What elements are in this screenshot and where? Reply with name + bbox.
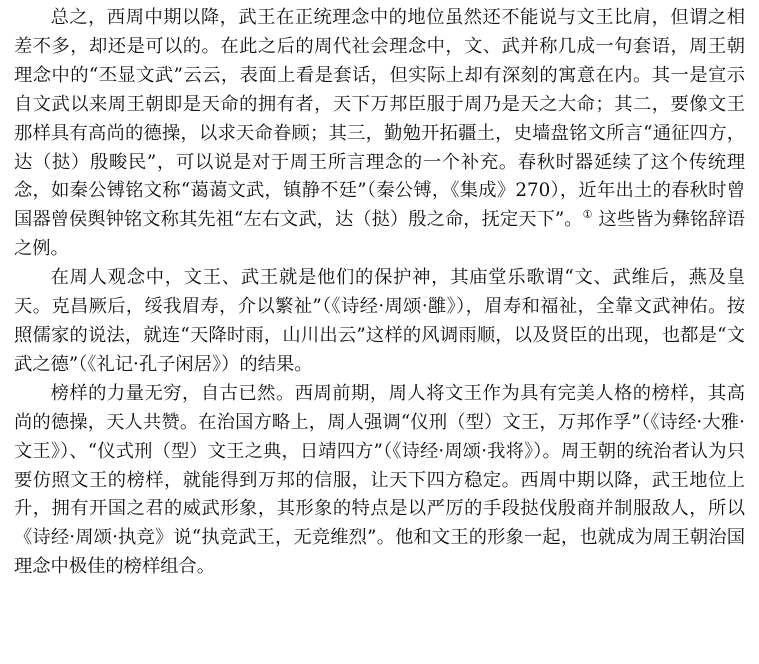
footnote-marker[interactable]: ① bbox=[582, 208, 593, 222]
paragraph-1-tail: 这些皆为彝铭辞语之例。 bbox=[14, 209, 745, 260]
paragraph-1 bbox=[14, 4, 745, 264]
paragraph-2: 在周人观念中，文王、武王就是他们的保护神，其庙堂乐歌谓“文、武维后，燕及皇天。克昌厥后，绥我眉寿，介以繁祉”（《诗经·周颂·雝》），眉寿和福祉，全靠文武神佑。按照儒家的说法，就连“天降时雨，山川出云”这样的风调雨顺，以及贤臣的出现，也都是“文武之德”（《礼记·孔子闲居》）的结果。 bbox=[14, 267, 745, 375]
paragraph-1-text: 总之，西周中期以降，武王在正统理念中的地位虽然还不能说与文王比肩，但谓之相差不多，却还是可以的。在此之后的周代社会理念中，文、武并称几成一句套语，周王朝理念中的“丕显文武”云云，表面上看是套话，但实际上却有深刻的寓意在内。其一是宣示自文武以来周王朝即是天命的拥有者，天下万邦臣服于周乃是天之大命；其二，要像文王那样具有高尚的德操，以求天命眷顾；其三，勤勉开拓疆土，史墙盘铭文所言“通征四方，达（挞）殷畯民”，可以说是对于周王所言理念的一个补充。春秋时器延续了这个传统理念，如秦公镈铭文称“蔼蔼文武，镇静不廷”（秦公镈，《集成》270），近年出土的春秋时曾国器曾侯舆钟铭文称其先祖“左右文武，达（挞）殷之命，抚定天下”。 bbox=[14, 7, 745, 231]
paragraph-3: 榜样的力量无穷，自古已然。西周前期，周人将文王作为具有完美人格的榜样，其高尚的德操，天人共赞。在治国方略上，周人强调“仪刑（型）文王，万邦作孚”（《诗经·大雅·文王》）、“仪式刑（型）文王之典，日靖四方”（《诗经·周颂·我将》）。周王朝的统治者认为只要仿照文王的榜样，就能得到万邦的信服，让天下四方稳定。西周中期以降，武王地位上升，拥有开国之君的威武形象，其形象的特点是以严厉的手段挞伐殷商并制服敌人，所以《诗经·周颂·执竞》说“执竞武王，无竞维烈”。他和文王的形象一起，也就成为周王朝治国理念中极佳的榜样组合。 bbox=[14, 382, 745, 578]
